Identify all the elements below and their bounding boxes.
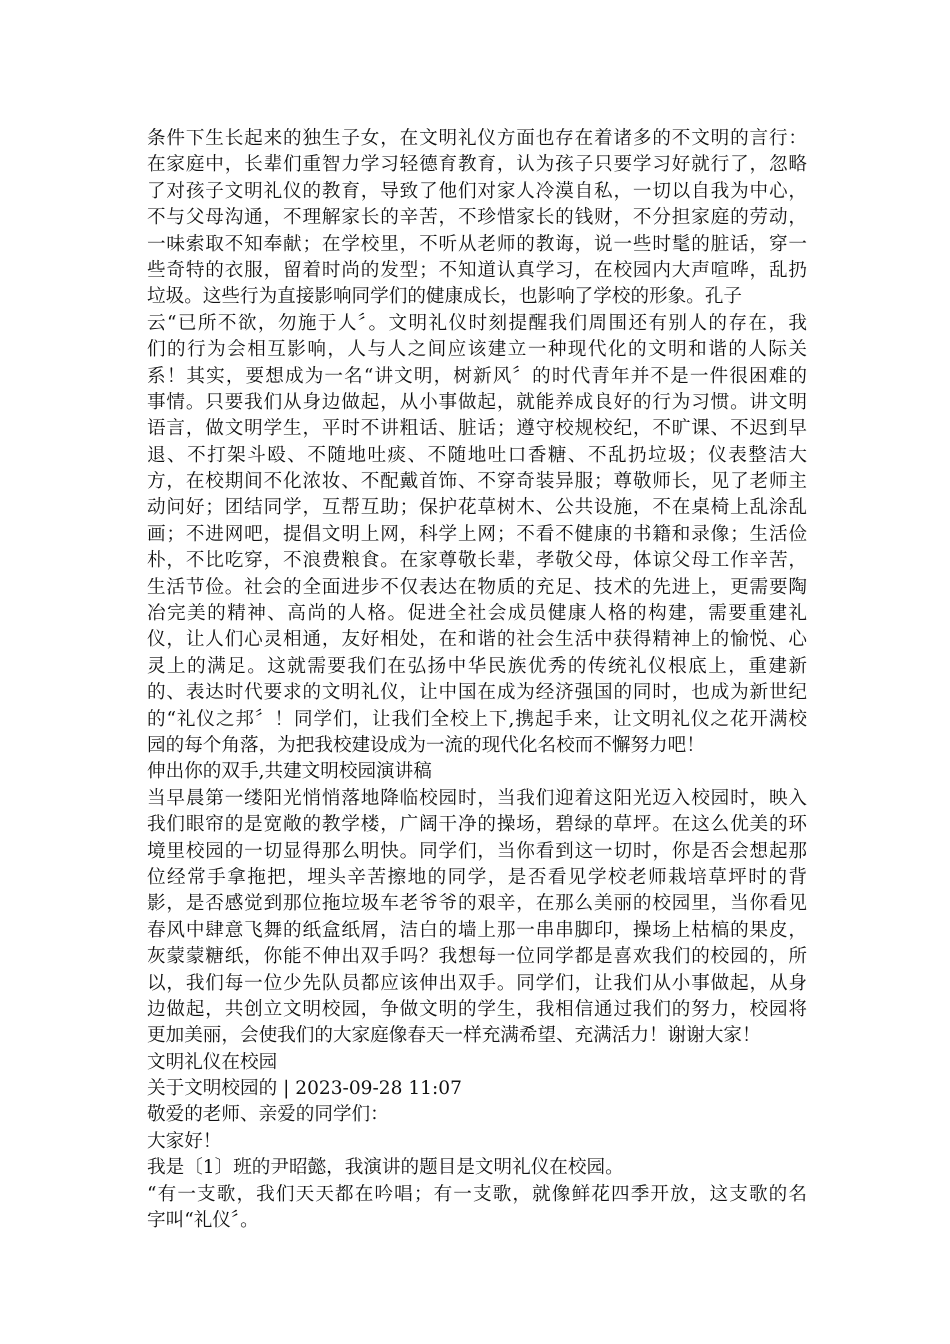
text-line: 垃圾。这些行为直接影响同学们的健康成长，也影响了学校的形象。孔子 bbox=[147, 286, 743, 308]
text-line: 影，是否感觉到那位拖垃圾车老爷爷的艰辛，在那么美丽的校园里，当你看见 bbox=[147, 893, 807, 915]
text-line: 园的每个角落，为把我校建设成为一流的现代化名校而不懈努力吧！ bbox=[147, 734, 705, 756]
text-line: 文明礼仪在校园 bbox=[147, 1051, 278, 1073]
text-line: 退、不打架斗殴、不随地吐痰、不随地吐口香糖、不乱扔垃圾；仪表整洁大 bbox=[147, 444, 807, 466]
text-line: 生活节俭。社会的全面进步不仅表达在物质的充足、技术的先进上，更需要陶 bbox=[147, 576, 807, 598]
text-line: “有一支歌，我们天天都在吟唱；有一支歌，就像鲜花四季开放，这支歌的名 bbox=[147, 1183, 807, 1205]
text-line: 伸出你的双手,共建文明校园演讲稿 bbox=[147, 761, 432, 783]
text-line: 动问好；团结同学，互帮互助；保护花草树木、公共设施，不在桌椅上乱涂乱 bbox=[147, 497, 807, 519]
text-line: 灵上的满足。这就需要我们在弘扬中华民族优秀的传统礼仪根底上，重建新 bbox=[147, 655, 807, 677]
text-line: 关于文明校园的 | 2023-09-28 11:07 bbox=[147, 1078, 462, 1100]
text-line: 冶完美的精神、高尚的人格。促进全社会成员健康人格的构建，需要重建礼 bbox=[147, 603, 807, 625]
document-body bbox=[147, 126, 807, 1234]
text-line: 条件下生长起来的独生子女，在文明礼仪方面也存在着诸多的不文明的言行： bbox=[147, 128, 807, 149]
text-line: 云“已所不欲，勿施于人〞。文明礼仪时刻提醒我们周围还有别人的存在，我 bbox=[147, 312, 807, 334]
text-line: 语言，做文明学生，平时不讲粗话、脏话；遵守校规校纪，不旷课、不迟到早 bbox=[147, 418, 807, 440]
text-line: 画；不进网吧，提倡文明上网，科学上网；不看不健康的书籍和录像；生活俭 bbox=[147, 523, 807, 545]
text-line: 位经常手拿拖把，埋头辛苦擦地的同学，是否看见学校老师栽培草坪时的背 bbox=[147, 866, 807, 888]
text-line: 更加美丽，会使我们的大家庭像春天一样充满希望、充满活力！谢谢大家！ bbox=[147, 1025, 761, 1047]
text-line: 境里校园的一切显得那么明快。同学们，当你看到这一切时，你是否会想起那 bbox=[147, 840, 807, 862]
text-line: 一味索取不知奉献；在学校里，不听从老师的教诲，说一些时髦的脏话，穿一 bbox=[147, 233, 807, 255]
text-line: 事情。只要我们从身边做起，从小事做起，就能养成良好的行为习惯。讲文明 bbox=[147, 391, 807, 413]
text-line: 字叫“礼仪〞。 bbox=[147, 1210, 259, 1232]
text-line: 不与父母沟通，不理解家长的辛苦，不珍惜家长的钱财，不分担家庭的劳动， bbox=[147, 207, 807, 229]
text-line: 方，在校期间不化浓妆、不配戴首饰、不穿奇装异服；尊敬师长，见了老师主 bbox=[147, 471, 807, 493]
text-line: 们的行为会相互影响，人与人之间应该建立一种现代化的文明和谐的人际关 bbox=[147, 339, 807, 361]
text-line: 我是〔1〕班的尹昭懿，我演讲的题目是文明礼仪在校园。 bbox=[147, 1157, 624, 1179]
text-line: 边做起，共创立文明校园，争做文明的学生，我相信通过我们的努力，校园将 bbox=[147, 998, 807, 1020]
text-line: 在家庭中，长辈们重智力学习轻德育教育，认为孩子只要学习好就行了，忽略 bbox=[147, 154, 807, 176]
text-line: 灰蒙蒙糖纸，你能不伸出双手吗？我想每一位同学都是喜欢我们的校园的，所 bbox=[147, 946, 807, 968]
text-line: 当早晨第一缕阳光悄悄落地降临校园时，当我们迎着这阳光迈入校园时，映入 bbox=[147, 787, 807, 809]
text-line: 的、表达时代要求的文明礼仪，让中国在成为经济强国的同时，也成为新世纪 bbox=[147, 682, 807, 704]
text-line: 以，我们每一位少先队员都应该伸出双手。同学们，让我们从小事做起，从身 bbox=[147, 972, 807, 994]
text-line: 朴，不比吃穿，不浪费粮食。在家尊敬长辈，孝敬父母，体谅父母工作辛苦， bbox=[147, 550, 807, 572]
text-line: 系！其实，要想成为一名“讲文明，树新风〞的时代青年并不是一件很困难的 bbox=[147, 365, 807, 387]
text-line: 了对孩子文明礼仪的教育，导致了他们对家人冷漠自私，一切以自我为中心， bbox=[147, 180, 807, 202]
text-line: 仪，让人们心灵相通，友好相处，在和谐的社会生活中获得精神上的愉悦、心 bbox=[147, 629, 807, 651]
text-line: 春风中肆意飞舞的纸盒纸屑，洁白的墙上那一串串脚印，操场上枯槁的果皮， bbox=[147, 919, 807, 941]
text-line: 大家好！ bbox=[147, 1130, 222, 1152]
text-line: 我们眼帘的是宽敞的教学楼，广阔干净的操场，碧绿的草坪。在这么优美的环 bbox=[147, 814, 807, 836]
text-line: 敬爱的老师、亲爱的同学们： bbox=[147, 1104, 389, 1126]
text-line: 些奇特的衣服，留着时尚的发型；不知道认真学习，在校园内大声喧哗，乱扔 bbox=[147, 259, 807, 281]
text-line: 的“礼仪之邦〞！同学们，让我们全校上下,携起手来，让文明礼仪之花开满校 bbox=[147, 708, 807, 730]
